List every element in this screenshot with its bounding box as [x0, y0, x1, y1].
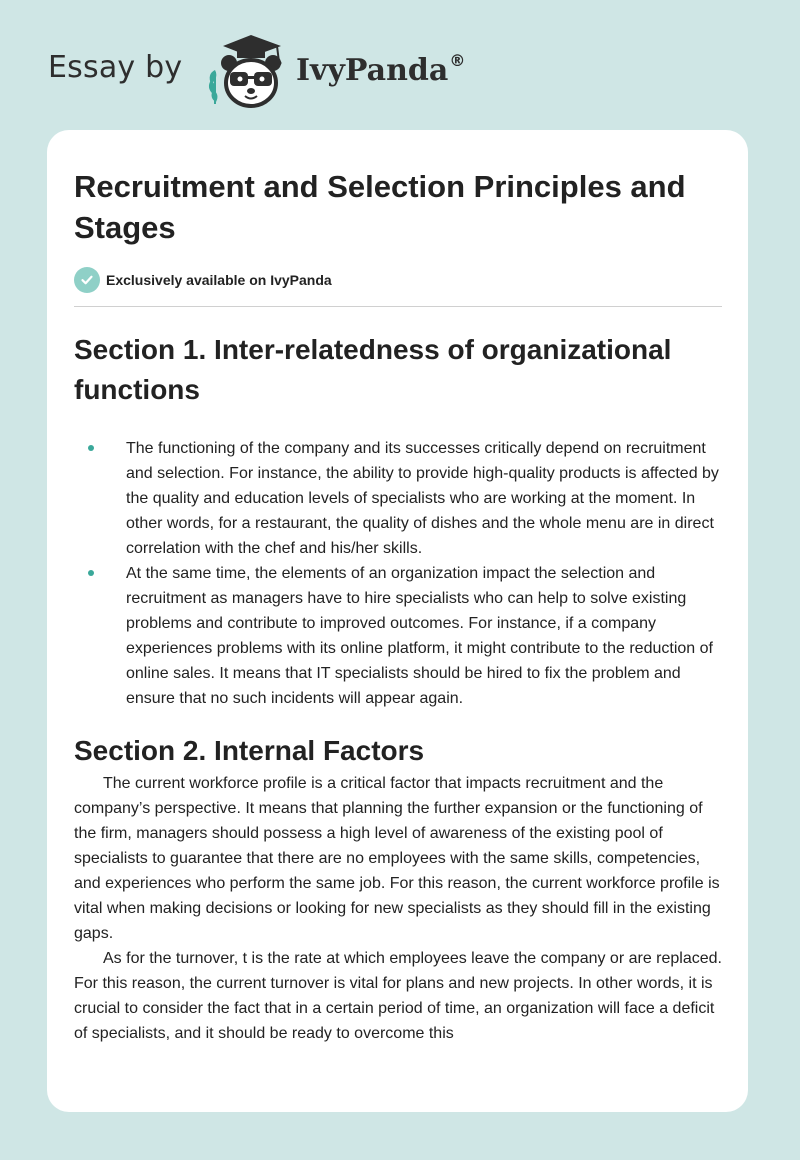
bullet-dot-icon [88, 445, 94, 451]
essay-by-label: Essay by [48, 50, 183, 85]
bullet-dot-icon [88, 570, 94, 576]
essay-card [47, 130, 748, 1112]
site-header [48, 32, 488, 112]
registered-mark: ® [449, 51, 466, 70]
title-divider [74, 306, 722, 307]
list-item-text: The functioning of the company and its successes critically depend on recruitment and selection. For instance, the ability to provide high-quality products is affected by the quality and education levels of specialists who are working at the moment. In other words, for a restaurant, the quality of dishes and the whole menu are in direct correlation with the chef and his/her skills. [126, 440, 719, 557]
ivypanda-logo-icon[interactable] [203, 32, 293, 112]
list-item [74, 436, 722, 561]
brand-name-text: IvyPanda [296, 53, 449, 88]
check-circle-icon [74, 267, 100, 293]
list-item-text: At the same time, the elements of an organization impact the selection and recruitment as managers have to hire specialists who can help to solve existing problems and contribute to improved outcomes. For instance, if a company experiences problems with its online platform, it might contribute to the reduction of online sales. It means that IT specialists should be hired to fix the problem and ensure that no such incidents will appear again. [126, 565, 713, 707]
exclusive-badge-text: Exclusively available on IvyPanda [106, 272, 332, 288]
section-2-paragraph: As for the turnover, t is the rate at which employees leave the company or are replaced. For this reason, the current turnover is vital for plans and new projects. In other words, it is crucial to consider the fact that in a certain period of time, an organization will face a deficit of specialists, and it should be ready to overcome this [74, 950, 722, 1042]
exclusive-badge [74, 266, 722, 294]
section-1-bullet-list [74, 436, 722, 711]
list-item [74, 561, 722, 711]
section-2-paragraph: The current workforce profile is a critical factor that impacts recruitment and the company’s perspective. It means that planning the further expansion or the functioning of the firm, managers should possess a high level of awareness of the existing pool of specialists to guarantee that there are no employees with the same skills, competencies, and experiences who perform the same job. For this reason, the current workforce profile is vital when making decisions or looking for new specialists as they should fill in the existing gaps. [74, 775, 720, 942]
essay-title: Recruitment and Selection Principles and Stages [74, 169, 686, 245]
section-1-heading: Section 1. Inter-relatedness of organizational functions [74, 334, 672, 405]
brand-name[interactable] [296, 51, 465, 88]
section-2-heading: Section 2. Internal Factors [74, 735, 425, 766]
